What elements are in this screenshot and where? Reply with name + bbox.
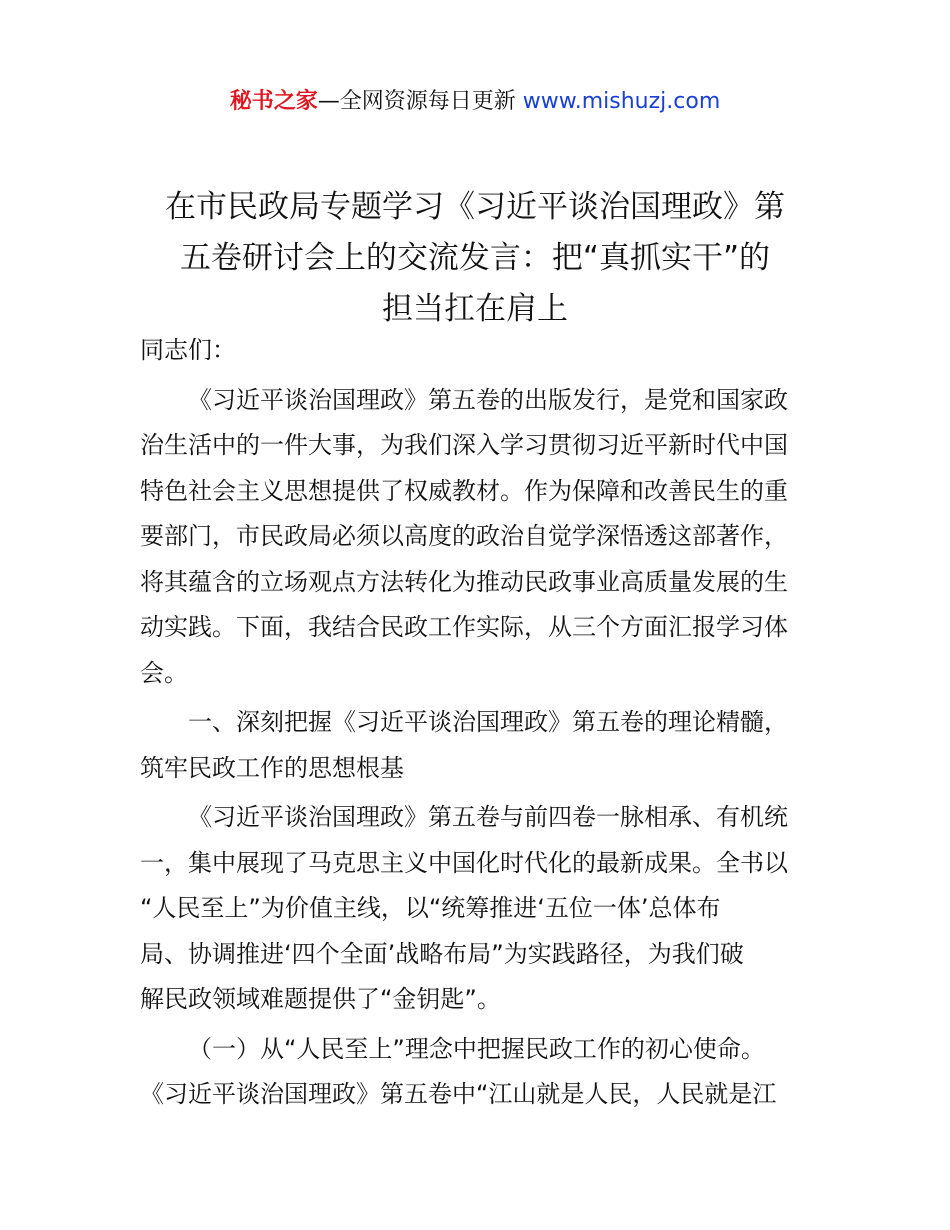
heading-line: 筑牢民政工作的思想根基 (140, 753, 404, 782)
heading-line: 一、深刻把握《习近平谈治国理政》第五卷的理论精髓， (188, 708, 788, 736)
paragraph-line: “人民至上”为价值主线，以“统筹推进‘五位一体’总体布 (140, 894, 721, 922)
paragraph-line: 特色社会主义思想提供了权威教材。作为保障和改善民生的重 (140, 476, 788, 505)
brand-name: 秘书之家 (229, 89, 318, 114)
paragraph-line: 《习近平谈治国理政》第五卷与前四卷一脉相承、有机统 (188, 803, 788, 831)
site-header (0, 86, 950, 118)
paragraph-line: 《习近平谈治国理政》第五卷的出版发行，是党和国家政 (188, 385, 788, 414)
subsection-paragraph (140, 1027, 812, 1118)
title-line: 在市民政局专题学习《习近平谈治国理政》第 (165, 189, 785, 225)
paragraph-line: （一）从“人民至上”理念中把握民政工作的初心使命。 (188, 1034, 765, 1063)
intro-paragraph (140, 378, 812, 697)
paragraph-line: 会。 (140, 658, 188, 687)
header-tagline: —全网资源每日更新 (317, 89, 523, 114)
title-line: 担当扛在肩上 (382, 291, 568, 327)
paragraph-line: 要部门，市民政局必须以高度的政治自觉学深悟透这部著作， (140, 522, 788, 550)
paragraph-line: 动实践。下面，我结合民政工作实际，从三个方面汇报学习体 (140, 613, 788, 641)
section-paragraph (140, 795, 812, 1023)
paragraph-line: 一，集中展现了马克思主义中国化时代化的最新成果。全书以 (140, 848, 788, 877)
salutation: 同志们： (140, 336, 236, 364)
section-heading (140, 700, 812, 791)
title-line: 五卷研讨会上的交流发言：把“真抓实干”的 (179, 240, 771, 276)
paragraph-line: 治生活中的一件大事，为我们深入学习贯彻习近平新时代中国 (140, 431, 788, 459)
paragraph-line: 解民政领域难题提供了“金钥匙”。 (140, 985, 501, 1013)
paragraph-line: 将其蕴含的立场观点方法转化为推动民政事业高质量发展的生 (140, 567, 788, 596)
document-title (140, 182, 810, 335)
paragraph-line: 《习近平谈治国理政》第五卷中“江山就是人民，人民就是江 (140, 1080, 777, 1108)
document-body (140, 328, 812, 1118)
paragraph-line: 局、协调推进‘四个全面’战略布局”为实践路径，为我们破 (140, 939, 744, 968)
site-url-link[interactable]: www.mishuzj.com (522, 89, 721, 114)
